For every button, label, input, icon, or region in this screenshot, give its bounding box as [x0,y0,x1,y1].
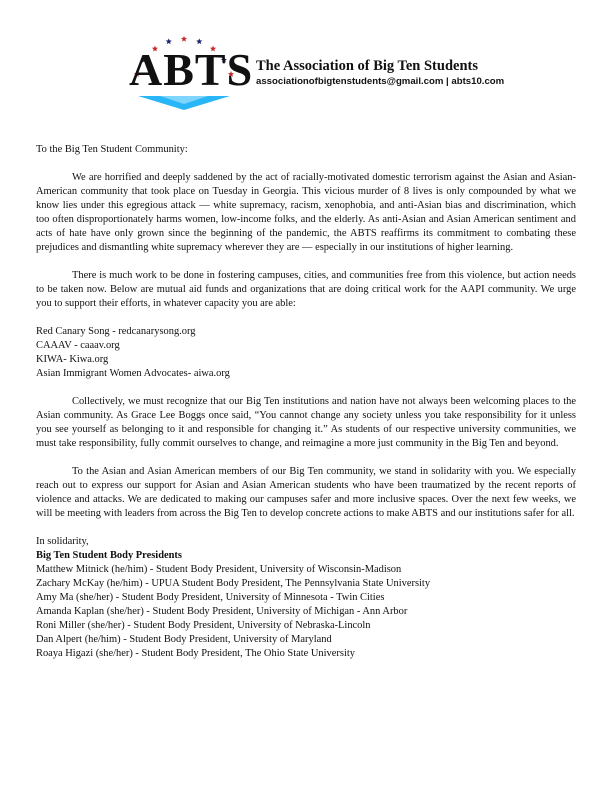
signatory: Roaya Higazi (she/her) - Student Body President, The Ohio State University [36,648,355,659]
signatory: Dan Alpert (he/him) - Student Body President, University of Maryland [36,634,332,645]
salutation: To the Big Ten Student Community: [36,144,188,155]
logo-text: ABTS [129,44,254,95]
resource-item: Asian Immigrant Women Advocates- aiwa.org [36,368,230,379]
signatory: Roni Miller (she/her) - Student Body President, University of Nebraska-Lincoln [36,620,371,631]
letterhead [120,30,540,112]
signatory: Amanda Kaplan (she/her) - Student Body President, University of Michigan - Ann Arbor [36,606,408,617]
abts-logo [120,30,254,112]
resource-item: KIWA- Kiwa.org [36,354,109,365]
org-contact: associationofbigtenstudents@gmail.com | abts10.com [256,76,505,87]
signatory-list [36,563,576,661]
paragraph: We are horrified and deeply saddened by the act of racially-motivated domestic terrorism against the Asian and Asian-American community that took place on Tuesday in Georgia. This vicious murder of 8 lives is only compounded by what we know lies under this egregious attack — white supremacy, racism, xenophobia, and anti-Asian bias and discrimination, which too often disproportionately harms women, low-income folks, and the elderly. As anti-Asian and Asian American sentiment and acts of hate have only grown since the beginning of the pandemic, the ABTS reaffirms its commitment to combating these prejudices and dismantling white supremacy wherever they are — especially in our institutions of higher learning. [36,172,576,253]
signatories-heading: Big Ten Student Body Presidents [36,550,182,561]
signatory: Zachary McKay (he/him) - UPUA Student Body President, The Pennsylvania State University [36,578,431,589]
paragraph: Collectively, we must recognize that our Big Ten institutions and nation have not always been welcoming places to the Asian community. As Grace Lee Boggs once said, “You cannot change any society unless you take responsibility for it unless you see yourself as belonging to it and responsible for changing it.” As students of our respective university communities, we must take responsibility, fully commit ourselves to change, and reimagine a more just community in the Big Ten and beyond. [36,396,576,449]
org-info [256,58,504,88]
paragraph: To the Asian and Asian American members of our Big Ten community, we stand in solidarity with you. We especially reach out to express our support for Asian and Asian American students who have been traumatized by the recent reports of violence and attacks. We are dedicated to making our campuses safer and more inclusive spaces. Over the next few weeks, we will be meeting with leaders from across the Big Ten to develop concrete actions to make ABTS and our institutions safer for all. [36,466,576,519]
closing: In solidarity, [36,536,89,547]
resource-list [36,325,576,381]
star-icon [181,36,187,42]
signatory: Matthew Mitnick (he/him) - Student Body President, University of Wisconsin-Madison [36,564,402,575]
resource-item: CAAAV - caaav.org [36,340,120,351]
paragraph: There is much work to be done in fostering campuses, cities, and communities free from this violence, but action needs to be taken now. Below are mutual aid funds and organizations that are doing critical work for the AAPI community. We urge you to support their efforts, in whatever capacity you are able: [36,270,576,309]
letter-body [36,143,576,661]
resource-item: Red Canary Song - redcanarysong.org [36,326,196,337]
org-name: The Association of Big Ten Students [256,58,478,74]
signatory: Amy Ma (she/her) - Student Body President, University of Minnesota - Twin Cities [36,592,385,603]
